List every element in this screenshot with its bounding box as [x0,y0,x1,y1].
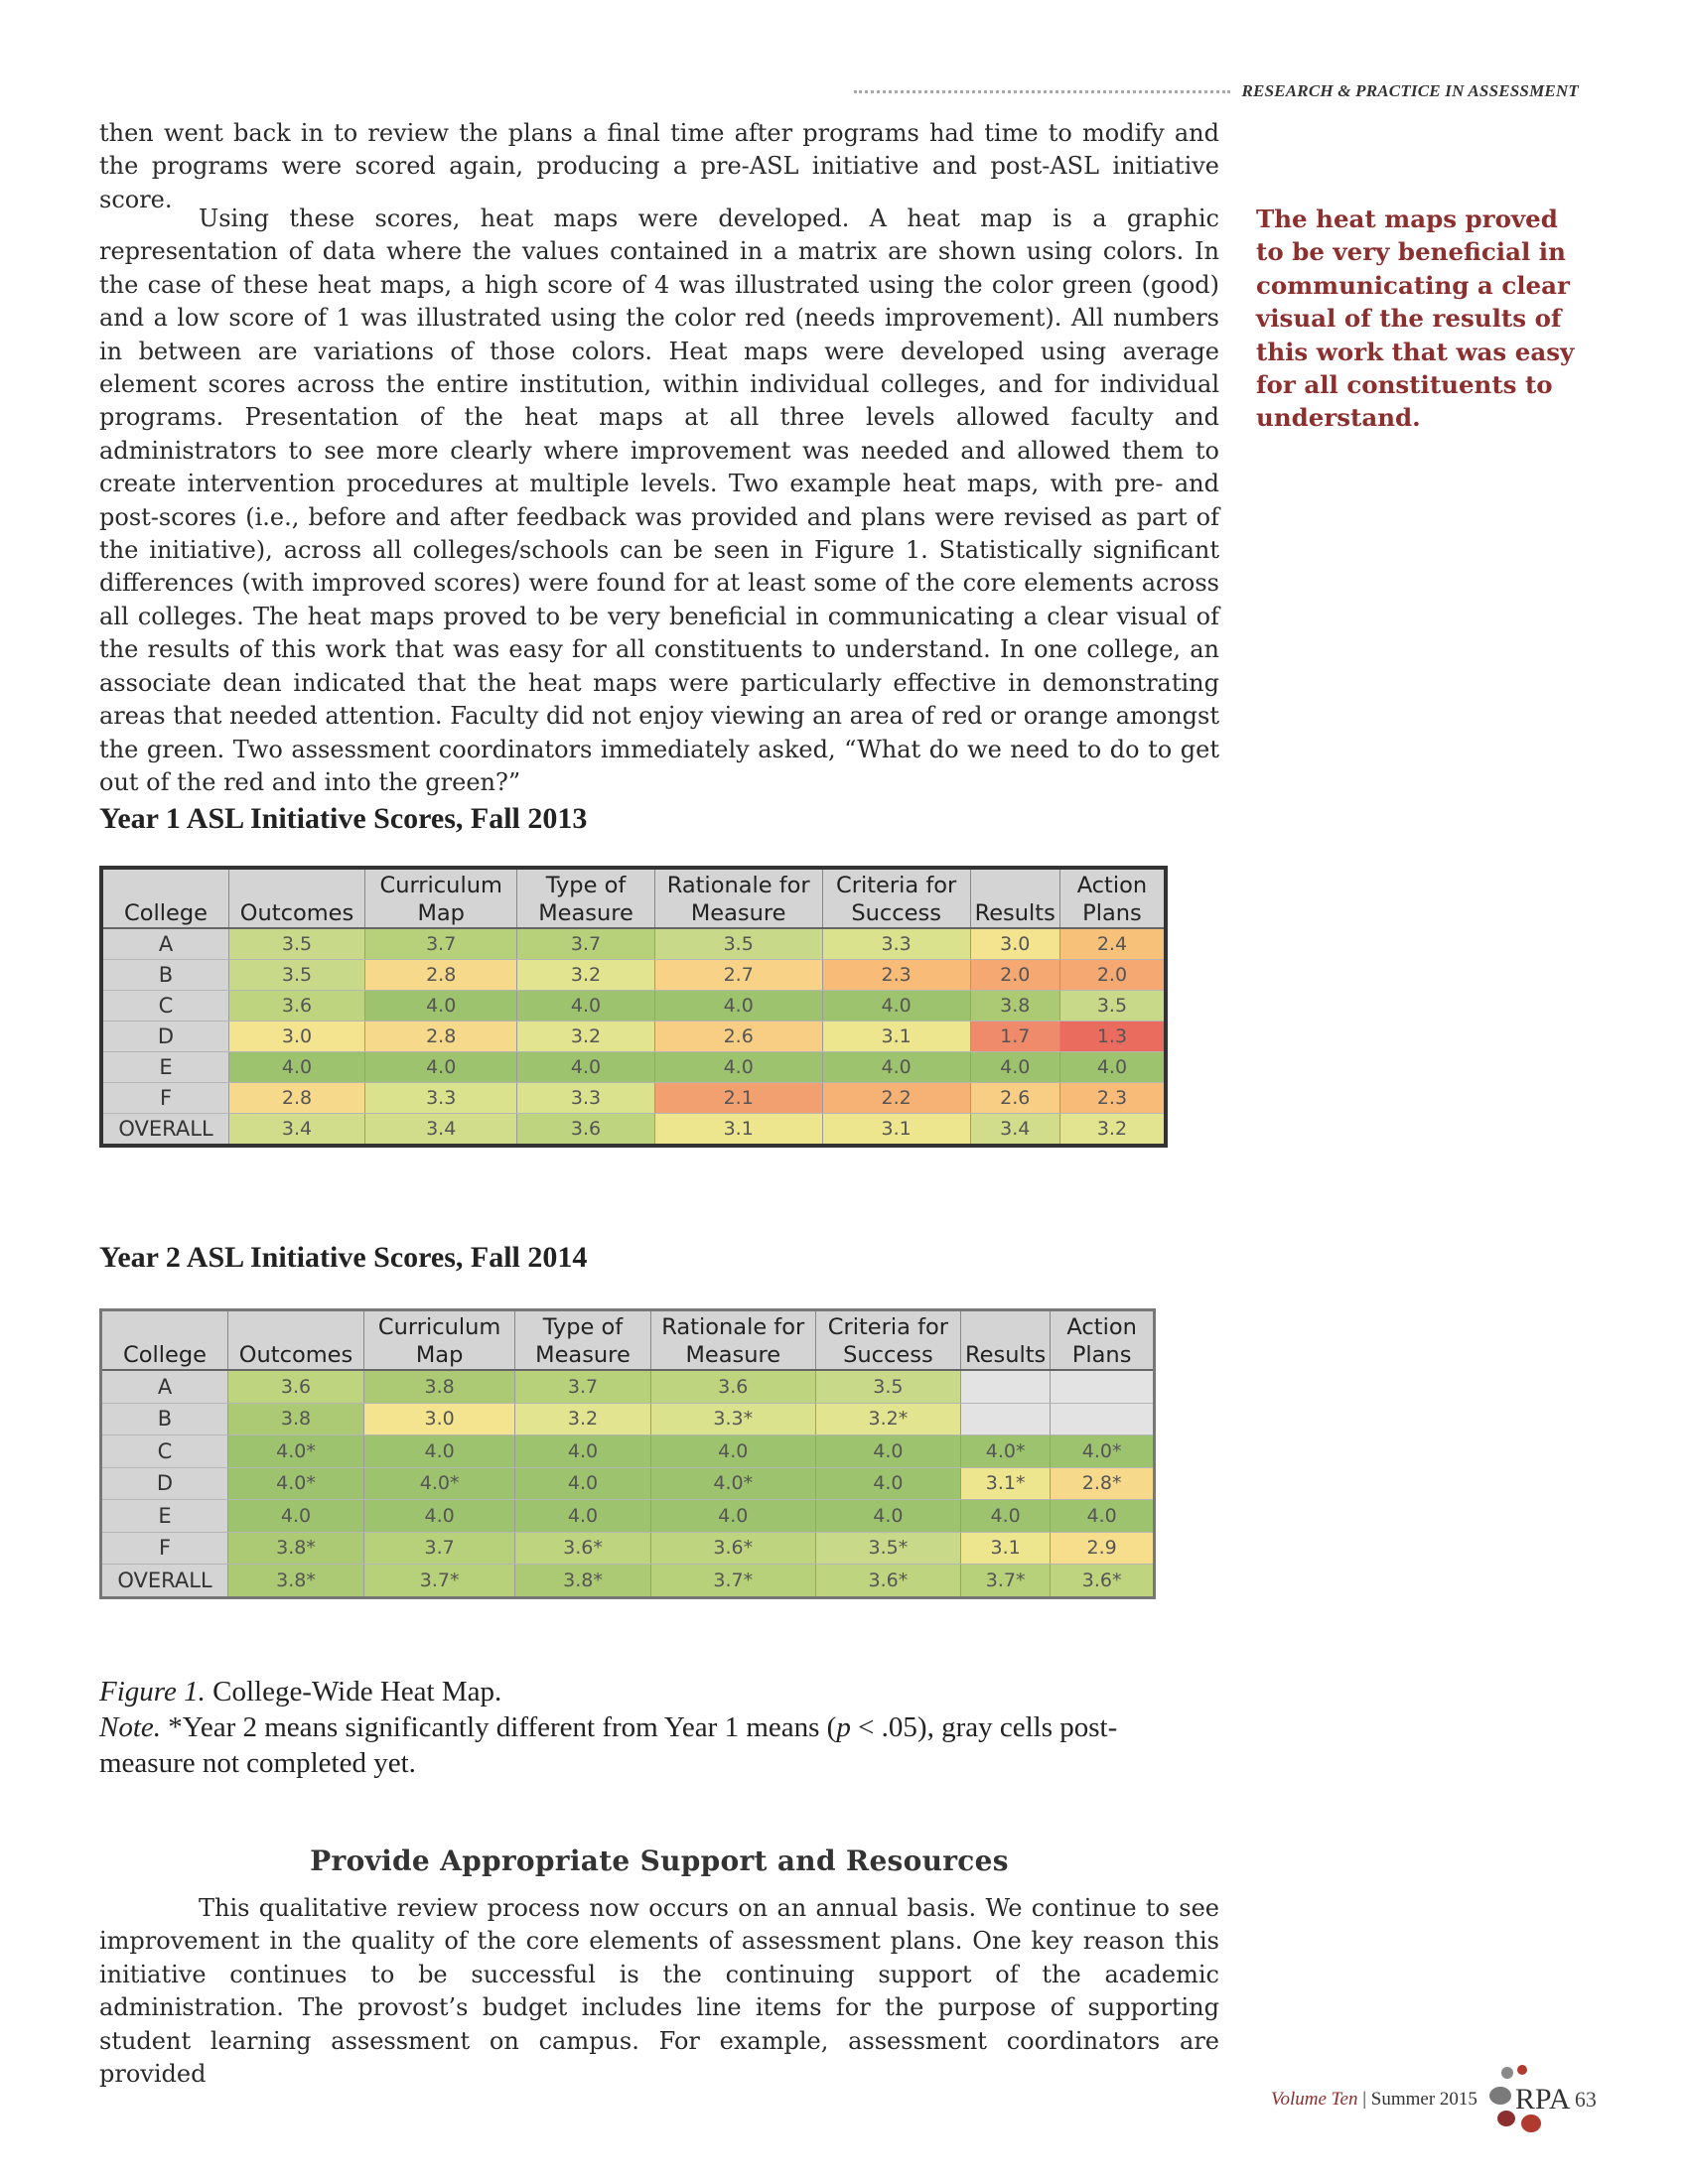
rpa-logo-icon [1487,2065,1571,2134]
paragraph-1: then went back in to review the plans a final time after programs had time to modify and the programs were scored again, producing a pre-ASL initiative and post-ASL initiative score. [99,119,1219,213]
score-cell: 3.8 [228,1403,364,1435]
score-cell: 4.0 [961,1500,1051,1533]
score-cell: 3.7* [364,1565,515,1598]
score-cell: 3.8* [515,1565,650,1598]
score-cell: 1.3 [1059,1022,1166,1052]
score-cell: 3.5 [815,1370,960,1403]
score-cell: 1.7 [970,1022,1059,1052]
score-cell: 2.8 [365,1022,517,1052]
table-row [101,1403,1155,1435]
column-header: Results [961,1310,1051,1371]
heat-map-year-1 [99,866,1168,1148]
logo-dot [1517,2065,1527,2075]
section-heading: Provide Appropriate Support and Resources [310,1844,1009,1877]
score-cell: 2.1 [654,1083,822,1114]
score-cell: 3.6* [815,1565,960,1598]
column-header: Outcomes [229,868,365,928]
score-cell: 4.0* [1051,1435,1155,1468]
score-cell: 3.4 [229,1114,365,1147]
heat-map-year-2 [99,1308,1156,1599]
table-row [101,1565,1155,1598]
note-text-1: *Year 2 means significantly different from Year 1 means ( [161,1711,837,1743]
college-cell: A [101,1370,228,1403]
score-cell: 4.0 [517,1052,654,1083]
score-cell: 2.8 [229,1083,365,1114]
column-header: Results [970,868,1059,928]
score-cell: 4.0 [815,1467,960,1500]
table-row [101,1022,1166,1052]
score-cell: 3.2 [1059,1114,1166,1147]
college-cell: A [101,928,229,960]
college-cell: B [101,960,229,991]
score-cell: 3.0 [970,928,1059,960]
score-cell: 4.0* [364,1467,515,1500]
table-row [101,928,1166,960]
score-cell [1051,1403,1155,1435]
score-cell: 3.5 [229,928,365,960]
score-cell: 2.6 [654,1022,822,1052]
score-cell: 3.6* [650,1532,815,1565]
score-cell: 4.0 [815,1435,960,1468]
score-cell: 4.0 [228,1500,364,1533]
table-row [101,1467,1155,1500]
journal-name: RESEARCH & PRACTICE IN ASSESSMENT [1241,81,1579,100]
score-cell [961,1403,1051,1435]
score-cell: 4.0 [822,1052,970,1083]
figure-caption [99,1674,1192,1781]
score-cell: 2.0 [970,960,1059,991]
score-cell: 3.8 [364,1370,515,1403]
score-cell: 3.7* [650,1565,815,1598]
column-header: Outcomes [228,1310,364,1371]
figure-note [99,1709,1192,1781]
score-cell: 4.0* [650,1467,815,1500]
college-cell: D [101,1467,228,1500]
score-cell: 4.0 [364,1435,515,1468]
score-cell: 4.0* [228,1435,364,1468]
score-cell: 3.0 [229,1022,365,1052]
table-row [101,991,1166,1022]
score-cell: 3.3 [365,1083,517,1114]
score-cell: 4.0 [517,991,654,1022]
table-row [101,1532,1155,1565]
paragraph-2: Using these scores, heat maps were developed. A heat map is a graphic representation of data where the values contained in a matrix are shown using colors. In the case of these heat maps, a high score of 4 was illustrated using the color green (good) and a low score of 1 was illustrated using the color red (needs improvement). All numbers in between are variations of those colors. Heat maps were developed using average element scores across the entire institution, within individual colleges, and for individual programs. Presentation of the heat maps at all three levels allowed faculty and administrators to see more clearly where improvement was needed and allowed them to create intervention procedures at multiple levels. Two example heat maps, with pre- and post-scores (i.e., before and after feedback was provided and plans were revised as part of the initiative), across all colleges/schools can be seen in Figure 1. Statistically significant differences (with improved scores) were found for at least some of the core elements across all colleges. The heat maps proved to be very beneficial in communicating a clear visual of the results of this work that was easy for all constituents to understand. In one college, an associate dean indicated that the heat maps were particularly effective in demonstrating areas that needed attention. Faculty did not enjoy viewing an area of red or orange amongst the green. Two assessment coordinators immediately asked, “What do we need to do to get out of the red and into the green?” [99,205,1219,796]
score-cell [1051,1370,1155,1403]
score-cell: 3.6 [229,991,365,1022]
college-cell: E [101,1052,229,1083]
figure-label: Figure 1. [99,1676,206,1707]
score-cell: 3.6* [1051,1565,1155,1598]
college-cell: D [101,1022,229,1052]
score-cell: 3.3 [822,928,970,960]
logo-dot [1501,2067,1513,2079]
college-cell: OVERALL [101,1565,228,1598]
pull-quote: The heat maps proved to be very beneficial in communicating a clear visual of the results of this work that was easy for all constituents to understand. [1256,205,1575,433]
score-cell: 4.0 [654,991,822,1022]
score-cell: 3.8* [228,1532,364,1565]
college-cell: C [101,991,229,1022]
college-cell: OVERALL [101,1114,229,1147]
score-cell: 3.1* [961,1467,1051,1500]
score-cell: 3.8* [228,1565,364,1598]
score-cell: 2.4 [1059,928,1166,960]
table-row [101,1083,1166,1114]
note-text-2: < .05), gray cells post-measure not completed yet. [99,1711,1118,1779]
score-cell: 4.0 [365,991,517,1022]
college-cell: F [101,1532,228,1565]
column-header: Type of Measure [515,1310,650,1371]
column-header: Curriculum Map [364,1310,515,1371]
column-header: Rationale for Measure [650,1310,815,1371]
logo-dot [1489,2087,1511,2105]
college-cell: F [101,1083,229,1114]
running-head [854,79,1579,103]
score-cell: 2.8 [365,960,517,991]
score-cell: 2.3 [1059,1083,1166,1114]
paragraph-3: This qualitative review process now occurs on an annual basis. We continue to see improvement in the quality of the core elements of assessment plans. One key reason this initiative continues to be successful is the continuing support of the academic administration. The provost’s budget includes line items for the purpose of supporting student learning assessment on campus. For example, assessment coordinators are provided [99,1894,1219,2089]
score-cell: 3.7 [365,928,517,960]
score-cell: 4.0 [815,1500,960,1533]
column-header: Criteria for Success [822,868,970,928]
table-2-title: Year 2 ASL Initiative Scores, Fall 2014 [99,1241,588,1274]
score-cell: 2.2 [822,1083,970,1114]
score-cell: 4.0 [515,1500,650,1533]
score-cell: 3.1 [961,1532,1051,1565]
score-cell: 3.2* [815,1403,960,1435]
column-header: Curriculum Map [365,868,517,928]
score-cell: 3.5* [815,1532,960,1565]
college-cell: C [101,1435,228,1468]
table-row [101,1052,1166,1083]
score-cell: 4.0 [515,1467,650,1500]
column-header: College [101,1310,228,1371]
logo-dot [1521,2115,1541,2132]
note-label: Note. [99,1711,162,1743]
figure-title: College-Wide Heat Map. [205,1676,502,1707]
score-cell: 3.2 [517,1022,654,1052]
score-cell: 4.0 [1059,1052,1166,1083]
score-cell: 2.0 [1059,960,1166,991]
note-p: p [836,1711,851,1743]
volume-label: Volume Ten [1271,2089,1358,2110]
page-footer [1271,2075,1597,2124]
score-cell: 4.0* [228,1467,364,1500]
score-cell: 4.0 [650,1500,815,1533]
score-cell: 3.7 [517,928,654,960]
score-cell: 3.1 [654,1114,822,1147]
score-cell: 4.0 [364,1500,515,1533]
score-cell: 3.3 [517,1083,654,1114]
column-header: Action Plans [1051,1310,1155,1371]
score-cell: 3.1 [822,1114,970,1147]
score-cell: 4.0 [650,1435,815,1468]
table-row [101,1435,1155,1468]
logo-text: RPA [1514,2083,1571,2116]
college-cell: E [101,1500,228,1533]
table-row [101,960,1166,991]
score-cell: 4.0 [822,991,970,1022]
score-cell: 2.8* [1051,1467,1155,1500]
dotted-rule [854,90,1230,93]
table-row [101,1500,1155,1533]
footer-volume [1271,2089,1477,2111]
figure-title-line [99,1674,1192,1709]
score-cell: 4.0 [1051,1500,1155,1533]
score-cell: 3.6 [228,1370,364,1403]
score-cell: 3.8 [970,991,1059,1022]
score-cell: 4.0 [654,1052,822,1083]
score-cell: 3.4 [365,1114,517,1147]
score-cell: 4.0 [229,1052,365,1083]
column-header: Type of Measure [517,868,654,928]
score-cell: 3.6 [517,1114,654,1147]
logo-dot [1497,2111,1515,2126]
page-number: 63 [1574,2087,1597,2112]
score-cell: 3.6* [515,1532,650,1565]
score-cell: 4.0 [365,1052,517,1083]
table-row [101,1370,1155,1403]
score-cell: 3.0 [364,1403,515,1435]
college-cell: B [101,1403,228,1435]
score-cell: 2.3 [822,960,970,991]
score-cell: 2.6 [970,1083,1059,1114]
score-cell: 3.6 [650,1370,815,1403]
score-cell: 3.4 [970,1114,1059,1147]
issue-label: | Summer 2015 [1357,2089,1477,2110]
column-header: College [101,868,229,928]
score-cell: 3.7 [364,1532,515,1565]
score-cell: 3.1 [822,1022,970,1052]
score-cell: 3.5 [654,928,822,960]
score-cell: 3.7 [515,1370,650,1403]
column-header: Rationale for Measure [654,868,822,928]
score-cell: 3.5 [1059,991,1166,1022]
score-cell: 4.0 [515,1435,650,1468]
column-header: Criteria for Success [815,1310,960,1371]
score-cell: 3.7* [961,1565,1051,1598]
score-cell: 3.3* [650,1403,815,1435]
score-cell: 4.0* [961,1435,1051,1468]
score-cell: 3.2 [515,1403,650,1435]
score-cell [961,1370,1051,1403]
score-cell: 3.2 [517,960,654,991]
table-1-title: Year 1 ASL Initiative Scores, Fall 2013 [99,802,588,835]
score-cell: 3.5 [229,960,365,991]
table-row [101,1114,1166,1147]
score-cell: 4.0 [970,1052,1059,1083]
column-header: Action Plans [1059,868,1166,928]
score-cell: 2.9 [1051,1532,1155,1565]
score-cell: 2.7 [654,960,822,991]
